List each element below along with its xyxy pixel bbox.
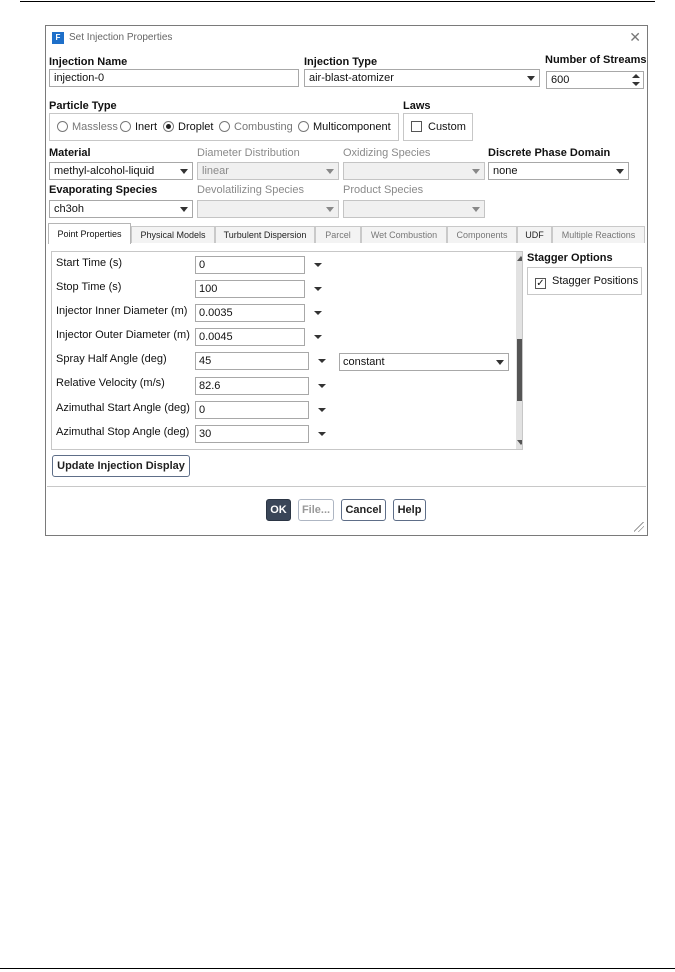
- resize-grip-icon[interactable]: [634, 522, 644, 532]
- radio-label: Massless: [72, 121, 118, 133]
- particle-type-group: [49, 113, 399, 141]
- laws-label: Laws: [403, 100, 431, 112]
- chevron-down-icon: [180, 169, 188, 174]
- chevron-down-icon: [616, 169, 624, 174]
- devolatilizing-species-label: Devolatilizing Species: [197, 184, 304, 196]
- radio-inert[interactable]: [120, 121, 157, 135]
- devolatilizing-species-select[interactable]: [197, 200, 339, 218]
- title-bar[interactable]: [46, 26, 647, 50]
- number-of-streams-spinner[interactable]: [546, 71, 644, 89]
- radio-button-icon: [298, 121, 309, 132]
- azimuthal-start-angle-label: Azimuthal Start Angle (deg): [56, 402, 190, 414]
- radio-button-icon: [57, 121, 68, 132]
- injector-outer-diameter-label: Injector Outer Diameter (m): [56, 329, 190, 341]
- number-of-streams-label: Number of Streams: [545, 54, 647, 66]
- laws-group: [403, 113, 473, 141]
- radio-label: Combusting: [234, 121, 293, 133]
- azimuthal-stop-angle-value: 30: [199, 428, 212, 440]
- stagger-positions-label: Stagger Positions: [552, 275, 639, 287]
- tab-turbulent-dispersion[interactable]: Turbulent Dispersion: [215, 226, 315, 243]
- tab-components[interactable]: Components: [447, 226, 517, 243]
- property-tabs: [48, 223, 645, 243]
- chevron-down-icon: [496, 360, 504, 365]
- relative-velocity-input[interactable]: [195, 377, 309, 395]
- scroll-down-icon[interactable]: [517, 440, 523, 445]
- spin-down-icon[interactable]: [632, 82, 640, 86]
- tab-physical-models[interactable]: Physical Models: [131, 226, 215, 243]
- spray-profile-value: constant: [343, 356, 385, 368]
- stop-time-value: 100: [199, 283, 218, 295]
- number-of-streams-value: 600: [551, 74, 570, 86]
- spin-up-icon[interactable]: [632, 74, 640, 78]
- azimuthal-start-angle-value: 0: [199, 404, 206, 416]
- radio-multicomponent[interactable]: [298, 121, 391, 135]
- evaporating-species-select[interactable]: [49, 200, 193, 218]
- radio-label: Inert: [135, 121, 158, 133]
- stagger-options-label: Stagger Options: [527, 252, 613, 264]
- chevron-down-icon: [472, 207, 480, 212]
- divider: [47, 486, 646, 487]
- chevron-down-icon[interactable]: [318, 432, 326, 436]
- stagger-options-group: [527, 267, 642, 295]
- injection-name-label: Injection Name: [49, 56, 128, 68]
- chevron-down-icon: [326, 207, 334, 212]
- discrete-phase-domain-value: none: [493, 165, 518, 177]
- product-species-label: Product Species: [343, 184, 424, 196]
- relative-velocity-value: 82.6: [199, 380, 221, 392]
- radio-button-selected-icon: [163, 121, 174, 132]
- scroll-up-icon[interactable]: [517, 256, 523, 261]
- chevron-down-icon: [180, 207, 188, 212]
- injector-outer-diameter-value: 0.0045: [199, 331, 233, 343]
- injection-type-label: Injection Type: [304, 56, 378, 68]
- spray-half-angle-value: 45: [199, 355, 212, 367]
- discrete-phase-domain-select[interactable]: [488, 162, 629, 180]
- fluent-app-icon: F: [52, 32, 64, 44]
- oxidizing-species-select[interactable]: [343, 162, 485, 180]
- window-title: Set Injection Properties: [69, 32, 173, 43]
- tab-multiple-reactions[interactable]: Multiple Reactions: [552, 226, 645, 243]
- oxidizing-species-label: Oxidizing Species: [343, 147, 431, 159]
- help-button[interactable]: Help: [393, 499, 426, 521]
- stop-time-input[interactable]: [195, 280, 305, 298]
- radio-massless[interactable]: [57, 121, 118, 135]
- scrollbar-thumb[interactable]: [517, 339, 523, 401]
- radio-button-icon: [219, 121, 230, 132]
- injector-inner-diameter-label: Injector Inner Diameter (m): [56, 305, 188, 317]
- spray-half-angle-input[interactable]: [195, 352, 309, 370]
- tab-parcel[interactable]: Parcel: [315, 226, 361, 243]
- start-time-value: 0: [199, 259, 206, 271]
- evaporating-species-value: ch3oh: [54, 203, 84, 215]
- stop-time-label: Stop Time (s): [56, 281, 122, 293]
- diameter-distribution-select[interactable]: [197, 162, 339, 180]
- stagger-positions-checkbox[interactable]: [535, 275, 638, 289]
- material-value: methyl-alcohol-liquid: [54, 165, 155, 177]
- product-species-select[interactable]: [343, 200, 485, 218]
- radio-label: Droplet: [178, 121, 214, 133]
- chevron-down-icon[interactable]: [318, 384, 326, 388]
- diameter-distribution-label: Diameter Distribution: [197, 147, 300, 159]
- custom-laws-checkbox[interactable]: [411, 121, 466, 133]
- discrete-phase-domain-label: Discrete Phase Domain: [488, 147, 611, 159]
- chevron-down-icon[interactable]: [318, 359, 326, 363]
- checkbox-icon: [411, 121, 422, 132]
- material-select[interactable]: [49, 162, 193, 180]
- custom-laws-label: Custom: [428, 121, 466, 133]
- injector-inner-diameter-input[interactable]: [195, 304, 305, 322]
- close-icon[interactable]: ✕: [629, 29, 641, 45]
- page-top-rule: [20, 1, 655, 2]
- update-injection-display-button[interactable]: Update Injection Display: [52, 455, 190, 477]
- injector-inner-diameter-value: 0.0035: [199, 307, 233, 319]
- injection-type-value: air-blast-atomizer: [309, 72, 394, 84]
- chevron-down-icon[interactable]: [318, 408, 326, 412]
- relative-velocity-label: Relative Velocity (m/s): [56, 377, 165, 389]
- checkmark-icon: ✓: [536, 278, 545, 289]
- chevron-down-icon[interactable]: [314, 335, 322, 339]
- chevron-down-icon: [472, 169, 480, 174]
- cancel-button[interactable]: Cancel: [341, 499, 386, 521]
- panel-scrollbar[interactable]: [516, 252, 523, 449]
- azimuthal-stop-angle-label: Azimuthal Stop Angle (deg): [56, 426, 190, 438]
- spray-half-angle-label: Spray Half Angle (deg): [56, 353, 167, 365]
- injector-outer-diameter-input[interactable]: [195, 328, 305, 346]
- injection-name-input[interactable]: [49, 69, 299, 87]
- spray-profile-select[interactable]: [339, 353, 509, 371]
- chevron-down-icon: [326, 169, 334, 174]
- chevron-down-icon: [527, 76, 535, 81]
- radio-combusting[interactable]: [219, 121, 293, 135]
- chevron-down-icon[interactable]: [314, 311, 322, 315]
- injection-name-value: injection-0: [54, 72, 105, 84]
- tab-wet-combustion[interactable]: Wet Combustion: [361, 226, 447, 243]
- diameter-distribution-value: linear: [202, 165, 229, 177]
- page-bottom-rule: [0, 968, 675, 969]
- radio-label: Multicomponent: [313, 121, 391, 133]
- chevron-down-icon[interactable]: [314, 263, 322, 267]
- chevron-down-icon[interactable]: [314, 287, 322, 291]
- material-label: Material: [49, 147, 91, 159]
- start-time-input[interactable]: [195, 256, 305, 274]
- ok-button[interactable]: OK: [266, 499, 291, 521]
- point-properties-panel: [51, 251, 523, 450]
- evaporating-species-label: Evaporating Species: [49, 184, 158, 196]
- start-time-label: Start Time (s): [56, 257, 123, 269]
- radio-button-icon: [120, 121, 131, 132]
- set-injection-properties-dialog: [45, 25, 648, 536]
- file-button[interactable]: File...: [298, 499, 334, 521]
- azimuthal-stop-angle-input[interactable]: [195, 425, 309, 443]
- radio-droplet[interactable]: [163, 121, 213, 135]
- injection-type-select[interactable]: [304, 69, 540, 87]
- tab-point-properties[interactable]: Point Properties: [48, 223, 131, 244]
- azimuthal-start-angle-input[interactable]: [195, 401, 309, 419]
- tab-udf[interactable]: UDF: [517, 226, 552, 243]
- particle-type-label: Particle Type: [49, 100, 117, 112]
